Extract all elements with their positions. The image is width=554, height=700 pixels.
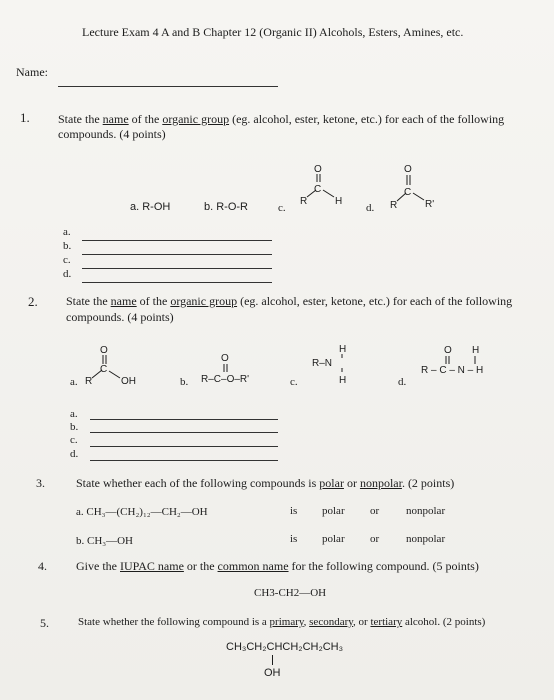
q3b-is: is xyxy=(290,533,298,545)
q2-answer-c-label: c. xyxy=(70,434,78,446)
amine-structure xyxy=(310,340,360,390)
q1-option-a: a. R-OH xyxy=(130,201,171,213)
q3a-or: or xyxy=(370,505,380,517)
q3a-is: is xyxy=(290,505,298,517)
q2-answer-b-line[interactable] xyxy=(90,432,278,433)
q3a-formula: a. CH₃—(CH₂)₁₂—CH₂—OH xyxy=(76,506,208,518)
svg-text:O: O xyxy=(221,353,229,364)
svg-text:R: R xyxy=(390,200,398,211)
q3b-formula: b. CH₃—OH xyxy=(76,535,134,547)
q2-option-c: c. xyxy=(290,376,298,388)
q1-number: 1. xyxy=(20,110,30,125)
svg-text:R: R xyxy=(300,196,308,207)
q1-answer-a-label: a. xyxy=(63,226,71,238)
q2-number: 2. xyxy=(28,294,38,309)
q3b-polar-option[interactable]: polar xyxy=(322,533,345,545)
svg-text:O: O xyxy=(100,345,108,356)
svg-text:C: C xyxy=(100,364,108,375)
q1-answer-d-line[interactable] xyxy=(82,282,272,283)
q5-compound: CH₃CH₂CHCH₂CH₂CH₃ xyxy=(226,641,344,653)
q2-answer-a-label: a. xyxy=(70,408,78,420)
q3b-nonpolar-option[interactable]: nonpolar xyxy=(406,533,446,545)
svg-text:C: C xyxy=(404,187,412,198)
q1-option-c: c. xyxy=(278,202,286,214)
svg-text:H: H xyxy=(339,344,347,355)
aldehyde-structure xyxy=(290,162,350,212)
q3-prompt: State whether each of the following compounds is polar or nonpolar. (2 points) xyxy=(76,476,455,490)
q5-prompt: State whether the following compound is a primary, secondary, or tertiary alcohol. (2 points) xyxy=(78,616,486,628)
q1-answer-b-line[interactable] xyxy=(82,254,272,255)
name-line[interactable] xyxy=(58,86,278,87)
carboxylic-acid-structure xyxy=(82,344,152,390)
q3a-nonpolar-option[interactable]: nonpolar xyxy=(406,505,446,517)
q1-answer-b-label: b. xyxy=(63,240,72,252)
svg-text:OH: OH xyxy=(121,376,136,387)
page-title: Lecture Exam 4 A and B Chapter 12 (Organic II) Alcohols, Esters, Amines, etc. xyxy=(82,25,464,39)
q1-answer-d-label: d. xyxy=(63,268,72,280)
q2-option-d: d. xyxy=(398,376,407,388)
svg-text:R': R' xyxy=(425,199,435,210)
svg-text:R – C – N – H: R – C – N – H xyxy=(421,365,484,376)
svg-text:R–N: R–N xyxy=(312,358,333,369)
q2-answer-c-line[interactable] xyxy=(90,446,278,447)
amide-structure xyxy=(418,340,518,386)
ester-structure xyxy=(198,350,278,390)
svg-text:H: H xyxy=(339,375,347,386)
q2-answer-a-line[interactable] xyxy=(90,419,278,420)
svg-text:R: R xyxy=(85,376,93,387)
q1-prompt-line2: compounds. (4 points) xyxy=(58,127,166,141)
q2-answer-d-label: d. xyxy=(70,448,79,460)
q1-answer-a-line[interactable] xyxy=(82,240,272,241)
svg-text:R–C–O–R': R–C–O–R' xyxy=(201,374,250,385)
q2-answer-b-label: b. xyxy=(70,421,79,433)
q1-option-d: d. xyxy=(366,202,375,214)
svg-text:O: O xyxy=(444,345,452,356)
name-label: Name: xyxy=(16,65,48,79)
svg-text:O: O xyxy=(314,164,322,175)
q1-answer-c-label: c. xyxy=(63,254,71,266)
q5-number: 5. xyxy=(40,616,49,630)
svg-text:H: H xyxy=(472,345,480,356)
q3b-or: or xyxy=(370,533,380,545)
q2-option-a: a. xyxy=(70,376,78,388)
q1-answer-c-line[interactable] xyxy=(82,268,272,269)
q2-prompt-line2: compounds. (4 points) xyxy=(66,310,174,324)
svg-text:C: C xyxy=(314,184,322,195)
q2-option-b: b. xyxy=(180,376,189,388)
q1-option-b: b. R-O-R xyxy=(204,201,248,213)
q4-compound: CH3-CH2—OH xyxy=(254,587,327,599)
q4-prompt: Give the IUPAC name or the common name for the following compound. (5 points) xyxy=(76,559,479,573)
q4-number: 4. xyxy=(38,559,47,573)
q2-prompt: State the name of the organic group (eg. alcohol, ester, ketone, etc.) for each of the following xyxy=(66,294,513,308)
svg-text:O: O xyxy=(404,164,412,175)
q1-prompt: State the name of the organic group (eg. alcohol, ester, ketone, etc.) for each of the following xyxy=(58,112,505,126)
q2-answer-d-line[interactable] xyxy=(90,460,278,461)
q3-number: 3. xyxy=(36,476,45,490)
svg-text:H: H xyxy=(335,196,343,207)
ketone-structure xyxy=(380,162,450,212)
q3a-polar-option[interactable]: polar xyxy=(322,505,345,517)
q5-oh-group: OH xyxy=(264,667,281,679)
q5-oh-bond xyxy=(272,655,273,665)
